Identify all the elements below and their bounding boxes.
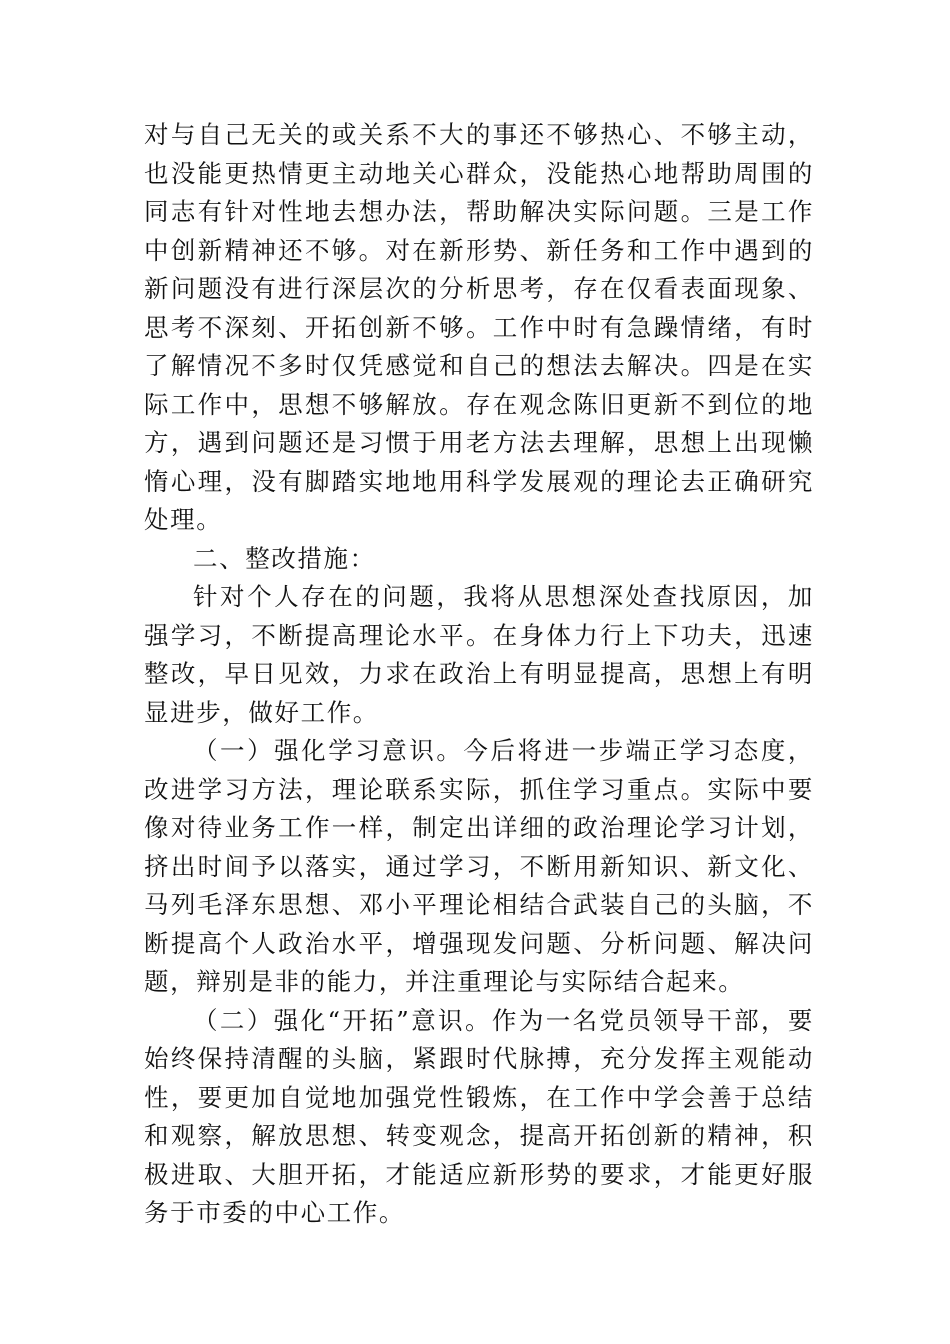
paragraph-study-awareness: （一）强化学习意识。今后将进一步端正学习态度，改进学习方法，理论联系实际，抓住学习重点。实际中要像对待业务工作一样，制定出详细的政治理论学习计划，挤出时间予以落实，通过学习，不断用新知识、新文化、马列毛泽东思想、邓小平理论相结合武装自己的头脑，不断提高个人政治水平，增强现发问题、分析问题、解决问题，辩别是非的能力，并注重理论与实际结合起来。: [144, 736, 814, 996]
paragraph-problems-continued: 对与自己无关的或关系不大的事还不够热心、不够主动，也没能更热情更主动地关心群众，没能热心地帮助周围的同志有针对性地去想办法，帮助解决实际问题。三是工作中创新精神还不够。对在新形势、新任务和工作中遇到的新问题没有进行深层次的分析思考，存在仅看表面现象、思考不深刻、开拓创新不够。工作中时有急躁情绪，有时了解情况不多时仅凭感觉和自己的想法去解决。四是在实际工作中，思想不够解放。存在观念陈旧更新不到位的地方，遇到问题还是习惯于用老方法去理解，思想上出现懒惰心理，没有脚踏实地地用科学发展观的理论去正确研究处理。: [144, 120, 814, 534]
paragraph-pioneering-awareness: （二）强化“开拓”意识。作为一名党员领导干部，要始终保持清醒的头脑，紧跟时代脉搏，充分发挥主观能动性，要更加自觉地加强党性锻炼，在工作中学会善于总结和观察，解放思想、转变观念，提高开拓创新的精神，积极进取、大胆开拓，才能适应新形势的要求，才能更好服务于市委的中心工作。: [144, 1005, 814, 1227]
section-heading-rectification: 二、整改措施：: [193, 543, 376, 573]
document-page: [144, 116, 814, 1233]
paragraph-rectification-intro: 针对个人存在的问题，我将从思想深处查找原因，加强学习，不断提高理论水平。在身体力行上下功夫，迅速整改，早日见效，力求在政治上有明显提高，思想上有明显进步，做好工作。: [144, 582, 814, 727]
